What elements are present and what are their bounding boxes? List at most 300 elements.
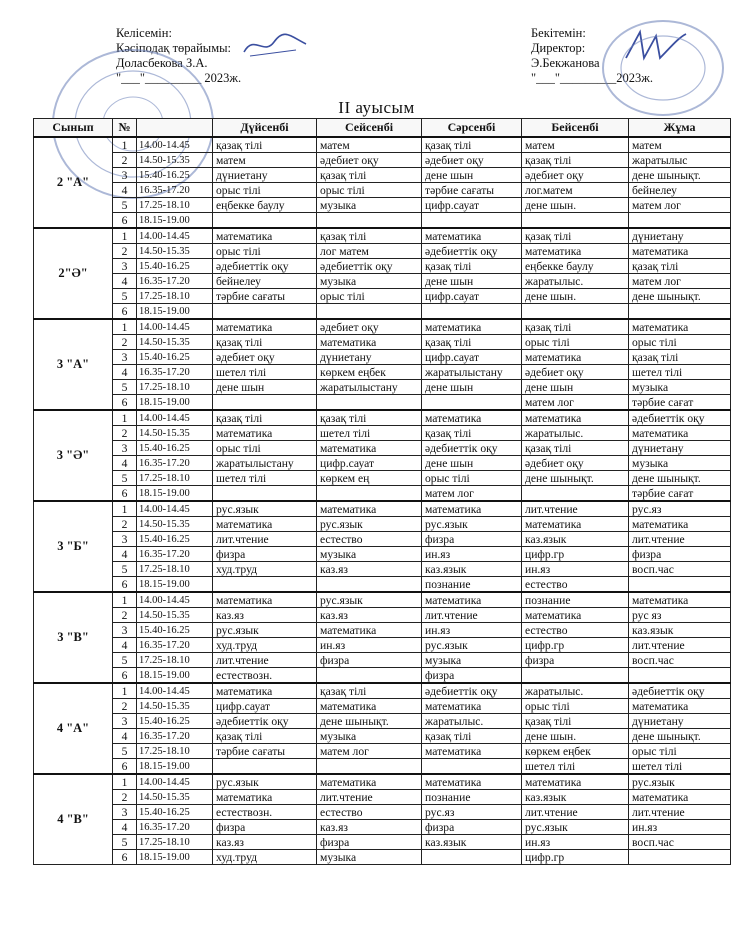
lesson-number: 2 (113, 699, 137, 714)
lesson-number: 2 (113, 790, 137, 805)
wednesday-cell: рус.язык (422, 638, 522, 653)
tuesday-cell: естество (317, 532, 422, 547)
wednesday-cell: тәрбие сағаты (422, 183, 522, 198)
table-row (34, 183, 731, 198)
thursday-cell: дене шын. (522, 729, 629, 744)
lesson-time: 14.50-15.35 (137, 517, 213, 532)
thursday-cell: қазақ тілі (522, 228, 629, 244)
lesson-number: 4 (113, 456, 137, 471)
thursday-cell: естество (522, 577, 629, 593)
monday-cell: каз.яз (213, 835, 317, 850)
table-row (34, 683, 731, 699)
lesson-time: 14.50-15.35 (137, 335, 213, 350)
table-row (34, 517, 731, 532)
monday-cell: математика (213, 592, 317, 608)
thursday-cell: матем лог (522, 395, 629, 411)
thursday-cell: әдебиет оқу (522, 168, 629, 183)
tuesday-cell: әдебиет оқу (317, 319, 422, 335)
lesson-time: 17.25-18.10 (137, 744, 213, 759)
schedule-body (34, 137, 731, 865)
wednesday-cell (422, 304, 522, 320)
tuesday-cell: лит.чтение (317, 790, 422, 805)
thursday-cell: еңбекке баулу (522, 259, 629, 274)
table-row (34, 790, 731, 805)
tuesday-cell: орыс тілі (317, 183, 422, 198)
lesson-number: 5 (113, 562, 137, 577)
monday-cell: математика (213, 517, 317, 532)
thursday-cell (522, 668, 629, 684)
lesson-number: 3 (113, 259, 137, 274)
lesson-time: 14.50-15.35 (137, 244, 213, 259)
lesson-number: 3 (113, 714, 137, 729)
monday-cell: дүниетану (213, 168, 317, 183)
wednesday-cell: әдебиеттік оқу (422, 683, 522, 699)
wednesday-cell: математика (422, 501, 522, 517)
thursday-cell (522, 486, 629, 502)
lesson-time: 14.00-14.45 (137, 228, 213, 244)
wednesday-cell: қазақ тілі (422, 729, 522, 744)
monday-cell (213, 759, 317, 775)
signature-left-icon (240, 30, 310, 60)
lesson-number: 2 (113, 426, 137, 441)
lesson-number: 6 (113, 850, 137, 865)
friday-cell: дүниетану (629, 441, 731, 456)
lesson-number: 4 (113, 638, 137, 653)
tuesday-cell: математика (317, 623, 422, 638)
lesson-number: 1 (113, 774, 137, 790)
lesson-time: 18.15-19.00 (137, 486, 213, 502)
union-chair-role: Кәсіподақ төрайымы: (116, 41, 231, 55)
monday-cell: худ.труд (213, 638, 317, 653)
table-row (34, 638, 731, 653)
lesson-time: 18.15-19.00 (137, 668, 213, 684)
wednesday-cell: дене шын (422, 456, 522, 471)
left-date-line: "___"_________ 2023ж. (116, 71, 242, 85)
monday-cell: тәрбие сағаты (213, 744, 317, 759)
monday-cell: дене шын (213, 380, 317, 395)
friday-cell: дене шынықт. (629, 168, 731, 183)
monday-cell: математика (213, 790, 317, 805)
monday-cell: лит.чтение (213, 653, 317, 668)
table-row (34, 532, 731, 547)
table-row (34, 395, 731, 411)
tuesday-cell: дене шынықт. (317, 714, 422, 729)
lesson-time: 14.50-15.35 (137, 153, 213, 168)
tuesday-cell: цифр.сауат (317, 456, 422, 471)
thursday-cell: математика (522, 244, 629, 259)
tuesday-cell: математика (317, 441, 422, 456)
tuesday-cell: қазақ тілі (317, 410, 422, 426)
lesson-number: 6 (113, 668, 137, 684)
lesson-number: 3 (113, 623, 137, 638)
wednesday-cell: математика (422, 592, 522, 608)
table-row (34, 335, 731, 350)
tuesday-cell: матем лог (317, 744, 422, 759)
table-row (34, 471, 731, 486)
col-header-class: Сынып (34, 119, 113, 138)
wednesday-cell: қазақ тілі (422, 137, 522, 153)
monday-cell: естествозн. (213, 668, 317, 684)
table-row (34, 410, 731, 426)
monday-cell: матем (213, 153, 317, 168)
thursday-cell: математика (522, 517, 629, 532)
thursday-cell: жаратылыс. (522, 683, 629, 699)
table-row (34, 350, 731, 365)
wednesday-cell (422, 850, 522, 865)
table-row (34, 486, 731, 502)
monday-cell: математика (213, 426, 317, 441)
wednesday-cell: физра (422, 532, 522, 547)
lesson-number: 5 (113, 835, 137, 850)
tuesday-cell: каз.яз (317, 608, 422, 623)
thursday-cell: дене шын. (522, 198, 629, 213)
monday-cell: шетел тілі (213, 365, 317, 380)
lesson-time: 18.15-19.00 (137, 213, 213, 229)
lesson-time: 18.15-19.00 (137, 304, 213, 320)
lesson-number: 4 (113, 365, 137, 380)
thursday-cell: цифр.гр (522, 850, 629, 865)
table-header-row (34, 119, 731, 138)
lesson-time: 17.25-18.10 (137, 562, 213, 577)
wednesday-cell: жаратылыстану (422, 365, 522, 380)
wednesday-cell: матем лог (422, 486, 522, 502)
lesson-number: 4 (113, 729, 137, 744)
tuesday-cell (317, 304, 422, 320)
wednesday-cell: цифр.сауат (422, 198, 522, 213)
director-name: Э.Бекжанова (531, 56, 600, 70)
table-row (34, 365, 731, 380)
thursday-cell: орыс тілі (522, 699, 629, 714)
friday-cell: матем лог (629, 198, 731, 213)
col-header-monday: Дүйсенбі (213, 119, 317, 138)
thursday-cell: көркем еңбек (522, 744, 629, 759)
lesson-time: 14.00-14.45 (137, 319, 213, 335)
wednesday-cell: орыс тілі (422, 471, 522, 486)
table-row (34, 319, 731, 335)
wednesday-cell: познание (422, 790, 522, 805)
friday-cell: лит.чтение (629, 638, 731, 653)
friday-cell: рус.язык (629, 774, 731, 790)
table-row (34, 759, 731, 775)
lesson-number: 5 (113, 471, 137, 486)
monday-cell: қазақ тілі (213, 410, 317, 426)
tuesday-cell: музыка (317, 850, 422, 865)
lesson-time: 14.50-15.35 (137, 790, 213, 805)
lesson-time: 15.40-16.25 (137, 714, 213, 729)
table-row (34, 501, 731, 517)
monday-cell (213, 304, 317, 320)
friday-cell (629, 577, 731, 593)
lesson-number: 2 (113, 153, 137, 168)
table-row (34, 441, 731, 456)
friday-cell: математика (629, 592, 731, 608)
lesson-time: 16.35-17.20 (137, 547, 213, 562)
lesson-number: 3 (113, 441, 137, 456)
lesson-time: 14.00-14.45 (137, 592, 213, 608)
tuesday-cell: естество (317, 805, 422, 820)
lesson-number: 4 (113, 274, 137, 289)
lesson-time: 16.35-17.20 (137, 365, 213, 380)
lesson-time: 16.35-17.20 (137, 183, 213, 198)
thursday-cell: дене шын (522, 380, 629, 395)
lesson-number: 6 (113, 759, 137, 775)
friday-cell: әдебиеттік оқу (629, 410, 731, 426)
friday-cell: математика (629, 790, 731, 805)
tuesday-cell: ин.яз (317, 638, 422, 653)
lesson-number: 1 (113, 501, 137, 517)
friday-cell: әдебиеттік оқу (629, 683, 731, 699)
tuesday-cell: қазақ тілі (317, 683, 422, 699)
table-row (34, 426, 731, 441)
table-row (34, 198, 731, 213)
table-row (34, 380, 731, 395)
friday-cell: орыс тілі (629, 335, 731, 350)
friday-cell: физра (629, 547, 731, 562)
tuesday-cell: музыка (317, 198, 422, 213)
friday-cell: математика (629, 699, 731, 714)
lesson-number: 4 (113, 547, 137, 562)
wednesday-cell: математика (422, 319, 522, 335)
monday-cell: рус.язык (213, 774, 317, 790)
wednesday-cell (422, 213, 522, 229)
friday-cell: математика (629, 517, 731, 532)
friday-cell: математика (629, 426, 731, 441)
wednesday-cell: цифр.сауат (422, 289, 522, 304)
class-name-cell: 3 "Ә" (34, 410, 113, 501)
lesson-time: 18.15-19.00 (137, 395, 213, 411)
lesson-time: 15.40-16.25 (137, 441, 213, 456)
table-row (34, 228, 731, 244)
wednesday-cell: рус.язык (422, 517, 522, 532)
thursday-cell: каз.язык (522, 532, 629, 547)
lesson-time: 14.50-15.35 (137, 426, 213, 441)
friday-cell: шетел тілі (629, 365, 731, 380)
thursday-cell: познание (522, 592, 629, 608)
thursday-cell: дене шын. (522, 289, 629, 304)
table-row (34, 623, 731, 638)
thursday-cell: каз.язык (522, 790, 629, 805)
lesson-number: 1 (113, 683, 137, 699)
lesson-number: 6 (113, 577, 137, 593)
wednesday-cell: математика (422, 699, 522, 714)
lesson-number: 3 (113, 350, 137, 365)
tuesday-cell (317, 668, 422, 684)
thursday-cell: рус.язык (522, 820, 629, 835)
tuesday-cell: каз.яз (317, 820, 422, 835)
thursday-cell: математика (522, 774, 629, 790)
col-header-thursday: Бейсенбі (522, 119, 629, 138)
lesson-number: 5 (113, 198, 137, 213)
tuesday-cell (317, 486, 422, 502)
monday-cell: орыс тілі (213, 183, 317, 198)
wednesday-cell (422, 759, 522, 775)
table-row (34, 244, 731, 259)
lesson-time: 17.25-18.10 (137, 653, 213, 668)
thursday-cell: қазақ тілі (522, 441, 629, 456)
agree-label: Келісемін: (116, 26, 172, 40)
lesson-number: 5 (113, 380, 137, 395)
lesson-number: 2 (113, 517, 137, 532)
friday-cell: тәрбие сағат (629, 395, 731, 411)
lesson-number: 6 (113, 304, 137, 320)
wednesday-cell: қазақ тілі (422, 426, 522, 441)
friday-cell: дүниетану (629, 714, 731, 729)
col-header-friday: Жұма (629, 119, 731, 138)
table-row (34, 562, 731, 577)
col-header-wednesday: Сәрсенбі (422, 119, 522, 138)
monday-cell: орыс тілі (213, 244, 317, 259)
table-row (34, 137, 731, 153)
lesson-time: 17.25-18.10 (137, 198, 213, 213)
thursday-cell: математика (522, 608, 629, 623)
wednesday-cell: әдебиеттік оқу (422, 244, 522, 259)
friday-cell: орыс тілі (629, 744, 731, 759)
friday-cell: матем (629, 137, 731, 153)
tuesday-cell: музыка (317, 547, 422, 562)
lesson-time: 17.25-18.10 (137, 289, 213, 304)
table-row (34, 699, 731, 714)
monday-cell: математика (213, 319, 317, 335)
monday-cell: қазақ тілі (213, 729, 317, 744)
thursday-cell: ин.яз (522, 835, 629, 850)
table-row (34, 850, 731, 865)
col-header-number: № (113, 119, 137, 138)
monday-cell: естествозн. (213, 805, 317, 820)
table-row (34, 714, 731, 729)
tuesday-cell: рус.язык (317, 592, 422, 608)
friday-cell: рус.яз (629, 501, 731, 517)
wednesday-cell: каз.язык (422, 562, 522, 577)
friday-cell: математика (629, 319, 731, 335)
tuesday-cell: әдебиеттік оқу (317, 259, 422, 274)
friday-cell: дене шынықт. (629, 471, 731, 486)
col-header-tuesday: Сейсенбі (317, 119, 422, 138)
thursday-cell: қазақ тілі (522, 153, 629, 168)
lesson-time: 14.00-14.45 (137, 410, 213, 426)
thursday-cell: математика (522, 350, 629, 365)
wednesday-cell: познание (422, 577, 522, 593)
lesson-time: 14.00-14.45 (137, 137, 213, 153)
table-row (34, 456, 731, 471)
monday-cell: худ.труд (213, 850, 317, 865)
thursday-cell: матем (522, 137, 629, 153)
table-row (34, 835, 731, 850)
table-row (34, 547, 731, 562)
thursday-cell: жаратылыс. (522, 426, 629, 441)
tuesday-cell: рус.язык (317, 517, 422, 532)
friday-cell: жаратылыс (629, 153, 731, 168)
table-row (34, 805, 731, 820)
tuesday-cell: матем (317, 137, 422, 153)
wednesday-cell: қазақ тілі (422, 259, 522, 274)
lesson-time: 17.25-18.10 (137, 380, 213, 395)
tuesday-cell: математика (317, 699, 422, 714)
tuesday-cell: математика (317, 774, 422, 790)
thursday-cell: цифр.гр (522, 638, 629, 653)
friday-cell: восп.час (629, 835, 731, 850)
tuesday-cell: математика (317, 335, 422, 350)
table-row (34, 304, 731, 320)
monday-cell: лит.чтение (213, 532, 317, 547)
lesson-number: 5 (113, 653, 137, 668)
lesson-number: 1 (113, 410, 137, 426)
wednesday-cell: физра (422, 668, 522, 684)
wednesday-cell: дене шын (422, 168, 522, 183)
lesson-time: 18.15-19.00 (137, 577, 213, 593)
lesson-number: 5 (113, 744, 137, 759)
monday-cell: цифр.сауат (213, 699, 317, 714)
friday-cell: лит.чтение (629, 805, 731, 820)
class-name-cell: 3 "Б" (34, 501, 113, 592)
monday-cell: шетел тілі (213, 471, 317, 486)
lesson-number: 1 (113, 137, 137, 153)
lesson-time: 15.40-16.25 (137, 805, 213, 820)
tuesday-cell: орыс тілі (317, 289, 422, 304)
tuesday-cell: математика (317, 501, 422, 517)
table-row (34, 153, 731, 168)
lesson-number: 1 (113, 319, 137, 335)
wednesday-cell (422, 395, 522, 411)
friday-cell (629, 304, 731, 320)
wednesday-cell: жаратылыс. (422, 714, 522, 729)
table-row (34, 259, 731, 274)
lesson-time: 14.50-15.35 (137, 608, 213, 623)
wednesday-cell: математика (422, 410, 522, 426)
monday-cell: әдебиеттік оқу (213, 259, 317, 274)
thursday-cell: цифр.гр (522, 547, 629, 562)
friday-cell (629, 213, 731, 229)
wednesday-cell: ин.яз (422, 547, 522, 562)
lesson-time: 16.35-17.20 (137, 820, 213, 835)
monday-cell: рус.язык (213, 501, 317, 517)
monday-cell: жаратылыстану (213, 456, 317, 471)
tuesday-cell: әдебиет оқу (317, 153, 422, 168)
tuesday-cell: каз.яз (317, 562, 422, 577)
thursday-cell: математика (522, 410, 629, 426)
tuesday-cell: шетел тілі (317, 426, 422, 441)
right-date-line: "___"_________2023ж. (531, 71, 653, 85)
lesson-number: 4 (113, 183, 137, 198)
table-row (34, 168, 731, 183)
class-name-cell: 4 "А" (34, 683, 113, 774)
table-row (34, 820, 731, 835)
table-row (34, 653, 731, 668)
thursday-cell: дене шынықт. (522, 471, 629, 486)
table-row (34, 274, 731, 289)
friday-cell: матем лог (629, 274, 731, 289)
friday-cell: восп.час (629, 653, 731, 668)
lesson-time: 15.40-16.25 (137, 623, 213, 638)
lesson-time: 15.40-16.25 (137, 350, 213, 365)
lesson-number: 1 (113, 592, 137, 608)
monday-cell: әдебиеттік оқу (213, 714, 317, 729)
lesson-time: 18.15-19.00 (137, 759, 213, 775)
tuesday-cell: қазақ тілі (317, 228, 422, 244)
lesson-number: 2 (113, 335, 137, 350)
thursday-cell: естество (522, 623, 629, 638)
lesson-number: 3 (113, 805, 137, 820)
monday-cell (213, 577, 317, 593)
table-row (34, 774, 731, 790)
tuesday-cell (317, 577, 422, 593)
lesson-time: 18.15-19.00 (137, 850, 213, 865)
friday-cell: дене шынықт. (629, 729, 731, 744)
lesson-time: 14.50-15.35 (137, 699, 213, 714)
wednesday-cell: дене шын (422, 274, 522, 289)
friday-cell: ин.яз (629, 820, 731, 835)
monday-cell (213, 213, 317, 229)
tuesday-cell: физра (317, 835, 422, 850)
